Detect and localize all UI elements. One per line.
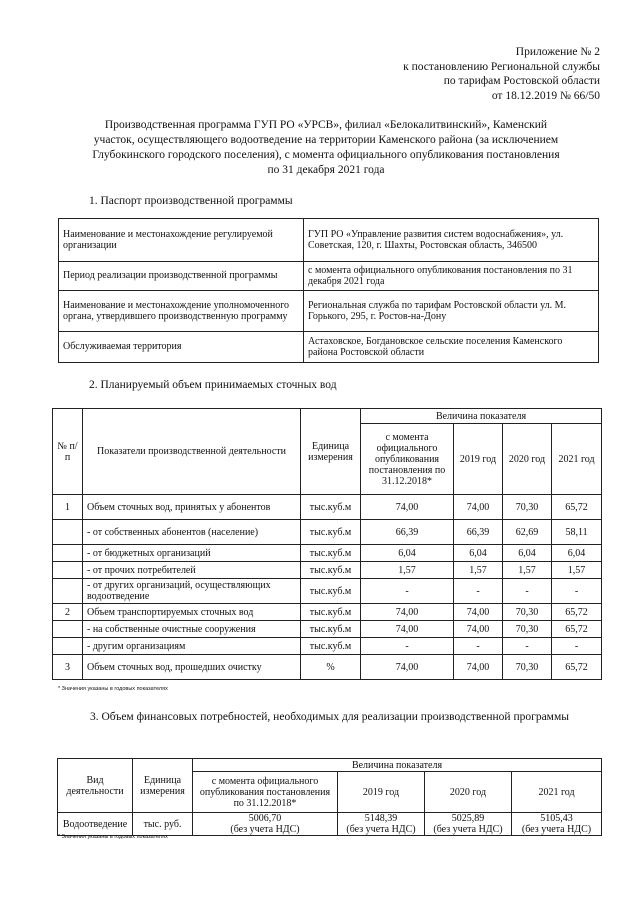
row-kind: Водоотведение [58, 813, 133, 836]
row-unit: тыс.куб.м [301, 520, 361, 545]
row-value: - [361, 638, 454, 655]
row-value: 6,04 [454, 545, 503, 562]
footnote: * Значения указаны в годовых показателях [58, 686, 168, 692]
row-value: 65,72 [552, 495, 602, 520]
row-value [338, 813, 425, 836]
row-value [193, 813, 338, 836]
title-line: по 31 декабря 2021 года [267, 164, 385, 176]
title-line: Глубокинского городского поселения), с момента официального опубликования постановления [92, 149, 560, 161]
table-row [59, 332, 599, 363]
row-unit: % [301, 655, 361, 680]
appendix-line: по тарифам Ростовской области [443, 75, 600, 87]
row-num [53, 562, 83, 579]
appendix-line: от 18.12.2019 № 66/50 [491, 89, 600, 102]
header-num: № п/п [53, 409, 83, 495]
row-value: 65,72 [552, 621, 602, 638]
row-num [53, 520, 83, 545]
row-value: 1,57 [454, 562, 503, 579]
header-year: 2021 год [552, 424, 602, 495]
table-row [53, 545, 602, 562]
row-value: 74,00 [454, 604, 503, 621]
header-kind: Вид деятельности [58, 759, 133, 813]
row-value: 6,04 [552, 545, 602, 562]
row-unit: тыс.куб.м [301, 545, 361, 562]
row-value [425, 813, 512, 836]
table-row [59, 291, 599, 332]
appendix-line: к постановлению Региональной службы [403, 60, 600, 73]
row-unit: тыс.куб.м [301, 604, 361, 621]
table-header-row [53, 409, 602, 424]
row-name: - от других организаций, осуществляющих водоотведение [83, 579, 301, 604]
table-row [53, 655, 602, 680]
row-value: - [552, 638, 602, 655]
row-value: 74,00 [454, 495, 503, 520]
document-title [52, 118, 600, 178]
appendix-reference [300, 45, 600, 103]
table-row [53, 621, 602, 638]
table-row [58, 813, 602, 836]
row-name: - от прочих потребителей [83, 562, 301, 579]
value-amount: 5105,43 [540, 813, 573, 824]
row-value: 65,72 [552, 655, 602, 680]
table-row [59, 262, 599, 291]
value-vat-note: (без учета НДС) [346, 824, 416, 835]
header-year: 2020 год [425, 772, 512, 813]
row-value: 65,72 [552, 604, 602, 621]
row-name: - другим организациям [83, 638, 301, 655]
row-value: 74,00 [361, 495, 454, 520]
row-unit: тыс.куб.м [301, 638, 361, 655]
table-header-row [58, 759, 602, 772]
header-unit: Единица измерения [133, 759, 193, 813]
row-unit: тыс.куб.м [301, 562, 361, 579]
header-year: 2019 год [454, 424, 503, 495]
row-unit: тыс.куб.м [301, 621, 361, 638]
header-period: с момента официального опубликования постановления по 31.12.2018* [193, 772, 338, 813]
row-name: - от собственных абонентов (население) [83, 520, 301, 545]
row-value: - [454, 638, 503, 655]
passport-value: Астаховское, Богдановское сельские поселения Каменского района Ростовской области [304, 332, 599, 363]
table-row [59, 219, 599, 262]
row-unit: тыс.куб.м [301, 579, 361, 604]
row-num [53, 545, 83, 562]
header-group: Величина показателя [193, 759, 602, 772]
row-value: 6,04 [361, 545, 454, 562]
row-value: 74,00 [361, 655, 454, 680]
row-value: 1,57 [503, 562, 552, 579]
section-1-heading: 1. Паспорт производственной программы [89, 195, 293, 207]
header-indicator: Показатели производственной деятельности [83, 409, 301, 495]
financial-needs-table [57, 758, 602, 836]
row-name: - на собственные очистные сооружения [83, 621, 301, 638]
header-year: 2020 год [503, 424, 552, 495]
row-value: 1,57 [361, 562, 454, 579]
row-value: 70,30 [503, 604, 552, 621]
section-3-heading: 3. Объем финансовых потребностей, необходимых для реализации производственной программы [90, 711, 569, 723]
passport-value: Региональная служба по тарифам Ростовской области ул. М. Горького, 295, г. Ростов-на-Дону [304, 291, 599, 332]
row-num [53, 638, 83, 655]
row-value: 6,04 [503, 545, 552, 562]
value-vat-note: (без учета НДС) [230, 824, 300, 835]
value-vat-note: (без учета НДС) [433, 824, 503, 835]
row-value: 70,30 [503, 655, 552, 680]
header-period: с момента официального опубликования постановления по 31.12.2018* [361, 424, 454, 495]
row-unit: тыс.куб.м [301, 495, 361, 520]
row-value: - [552, 579, 602, 604]
row-value: 74,00 [361, 621, 454, 638]
table-row [53, 520, 602, 545]
row-value: 74,00 [454, 655, 503, 680]
table-row [53, 604, 602, 621]
row-num [53, 579, 83, 604]
row-name: Объем сточных вод, прошедших очистку [83, 655, 301, 680]
value-amount: 5025,89 [451, 813, 485, 824]
passport-table [58, 218, 599, 363]
header-group: Величина показателя [361, 409, 602, 424]
row-value: 70,30 [503, 621, 552, 638]
table-row [53, 562, 602, 579]
row-name: Объем сточных вод, принятых у абонентов [83, 495, 301, 520]
row-value: - [361, 579, 454, 604]
value-vat-note: (без учета НДС) [521, 824, 592, 835]
row-value: 1,57 [552, 562, 602, 579]
footnote: * Значения указаны в годовых показателях [58, 834, 168, 840]
appendix-line: Приложение № 2 [515, 46, 600, 58]
row-num: 1 [53, 495, 83, 520]
row-num: 2 [53, 604, 83, 621]
header-unit: Единица измерения [301, 409, 361, 495]
row-value: 66,39 [361, 520, 454, 545]
row-value: 74,00 [454, 621, 503, 638]
passport-value: с момента официального опубликования постановления по 31 декабря 2021 года [304, 262, 599, 291]
table-row [53, 638, 602, 655]
row-name: - от бюджетных организаций [83, 545, 301, 562]
wastewater-volume-table [52, 408, 602, 680]
title-line: участок, осуществляющего водоотведение на территории Каменского района (за исключением [93, 134, 559, 146]
row-value: 58,11 [552, 520, 602, 545]
row-name: Объем транспортируемых сточных вод [83, 604, 301, 621]
section-2-heading: 2. Планируемый объем принимаемых сточных вод [89, 379, 337, 391]
row-unit: тыс. руб. [133, 813, 193, 836]
value-amount: 5006,70 [248, 813, 282, 824]
row-value: - [454, 579, 503, 604]
table-row [53, 495, 602, 520]
table-row [53, 579, 602, 604]
passport-label: Наименование и местонахождение уполномоченного органа, утвердившего производственную программу [59, 291, 304, 332]
passport-value: ГУП РО «Управление развития систем водоснабжения», ул. Советская, 120, г. Шахты, Ростовская область, 346500 [304, 219, 599, 262]
row-num [53, 621, 83, 638]
row-value: 62,69 [503, 520, 552, 545]
row-value: 70,30 [503, 495, 552, 520]
row-value: - [503, 579, 552, 604]
header-year: 2019 год [338, 772, 425, 813]
passport-label: Период реализации производственной программы [59, 262, 304, 291]
row-num: 3 [53, 655, 83, 680]
row-value: 74,00 [361, 604, 454, 621]
header-year: 2021 год [512, 772, 602, 813]
passport-label: Наименование и местонахождение регулируемой организации [59, 219, 304, 262]
row-value [512, 813, 602, 836]
passport-label: Обслуживаемая территория [59, 332, 304, 363]
title-line: Производственная программа ГУП РО «УРСВ», филиал «Белокалитвинский», Каменский [104, 119, 548, 131]
row-value: 66,39 [454, 520, 503, 545]
value-amount: 5148,39 [364, 813, 398, 824]
row-value: - [503, 638, 552, 655]
